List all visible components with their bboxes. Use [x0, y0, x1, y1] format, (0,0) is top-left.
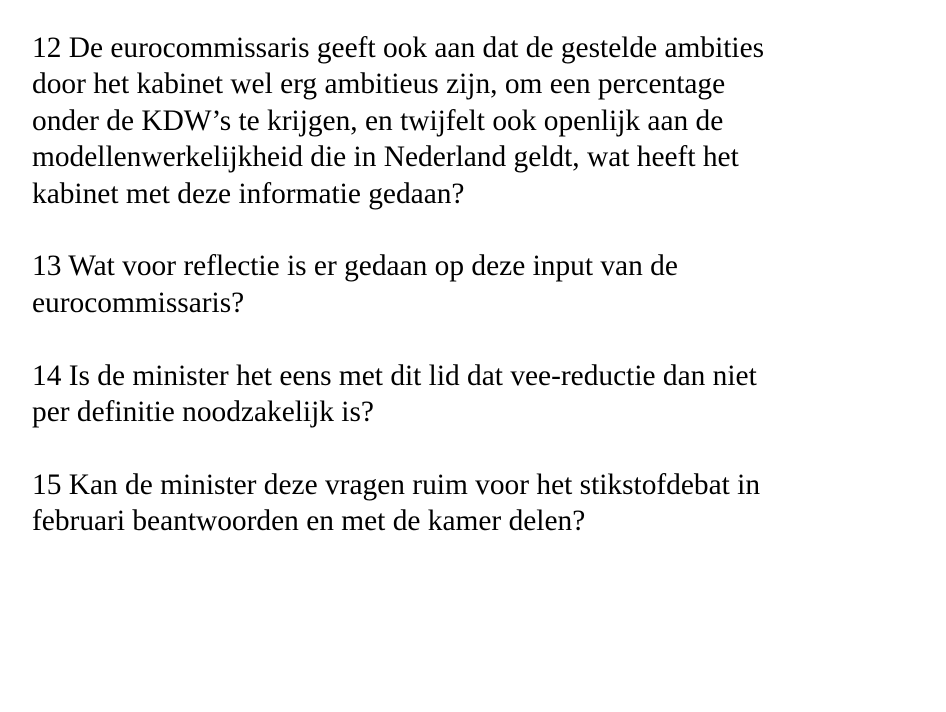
- question-15: [32, 467, 932, 540]
- question-line: modellenwerkelijkheid die in Nederland geldt, wat heeft het: [32, 141, 739, 174]
- question-line: 13 Wat voor reflectie is er gedaan op deze input van de: [32, 250, 678, 283]
- question-12: [32, 30, 932, 212]
- question-line: 15 Kan de minister deze vragen ruim voor het stikstofdebat in: [32, 468, 761, 501]
- question-line: door het kabinet wel erg ambitieus zijn, om een percentage: [32, 68, 726, 101]
- question-line: 14 Is de minister het eens met dit lid dat vee-reductie dan niet: [32, 359, 757, 392]
- question-line: per definitie noodzakelijk is?: [32, 396, 374, 429]
- question-line: eurocommissaris?: [32, 286, 245, 319]
- question-line: 12 De eurocommissaris geeft ook aan dat de gestelde ambities: [32, 32, 765, 64]
- question-line: kabinet met deze informatie gedaan?: [32, 177, 465, 210]
- question-13: [32, 248, 932, 321]
- question-line: onder de KDW’s te krijgen, en twijfelt ook openlijk aan de: [32, 104, 724, 137]
- question-line: februari beantwoorden en met de kamer delen?: [32, 505, 586, 538]
- question-14: [32, 358, 932, 431]
- question-list: [32, 30, 932, 576]
